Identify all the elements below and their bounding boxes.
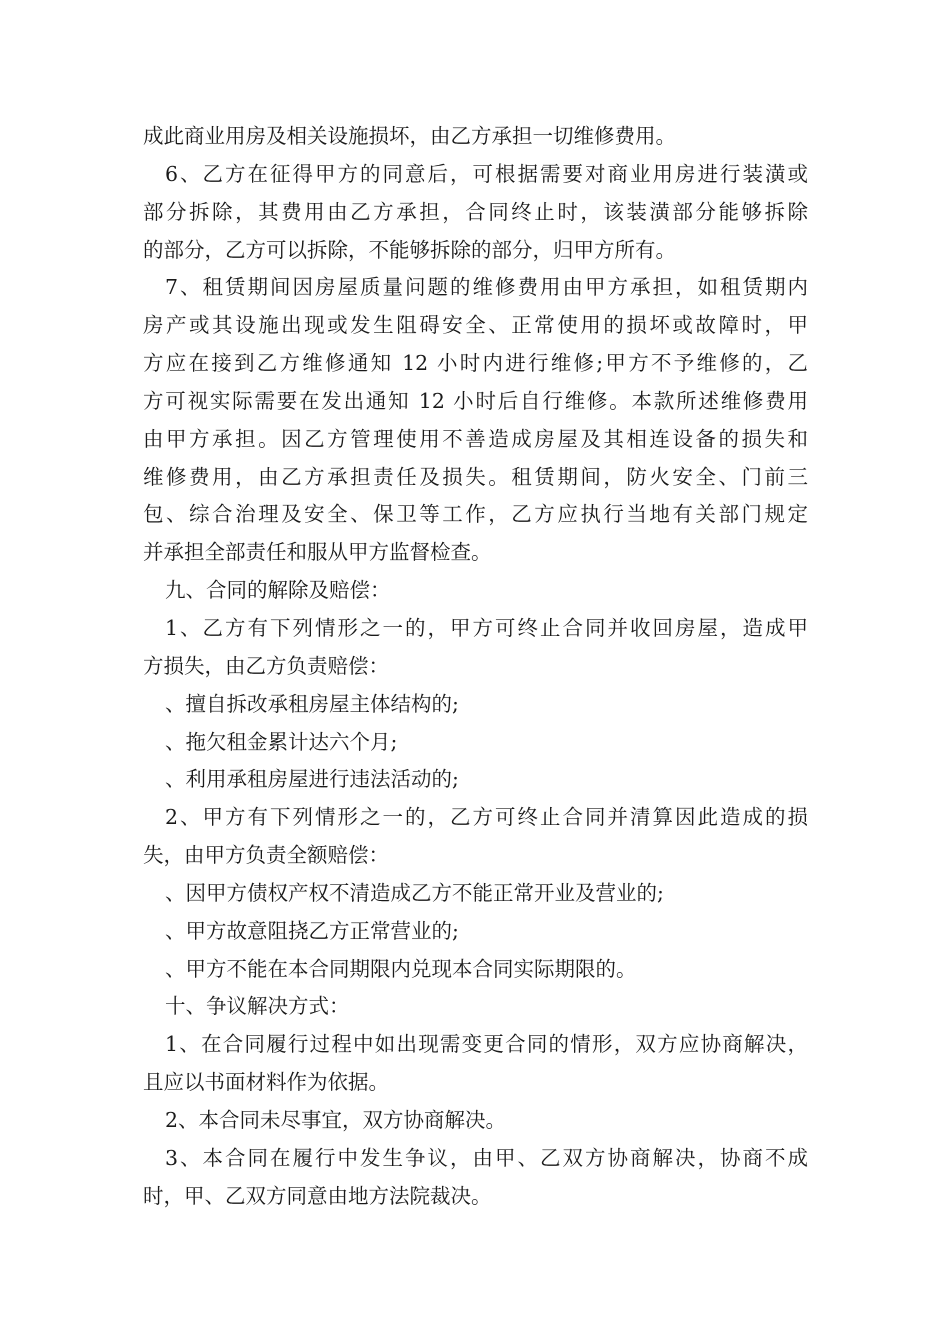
paragraph-line: 九、合同的解除及赔偿： xyxy=(165,578,391,603)
paragraph-line: 方损失，由乙方负责赔偿： xyxy=(143,653,389,678)
contract-text-body xyxy=(143,118,808,1215)
paragraph-line: 6、乙方在征得甲方的同意后，可根据需要对商业用房进行装潢或 xyxy=(165,161,808,186)
paragraph-line: 7、租赁期间因房屋质量问题的维修费用由甲方承担，如租赁期内 xyxy=(165,275,808,300)
paragraph-line: 时，甲、乙双方同意由地方法院裁决。 xyxy=(143,1183,492,1208)
paragraph-line: 方应在接到乙方维修通知 12 小时内进行维修;甲方不予维修的，乙 xyxy=(143,351,808,376)
paragraph-line: 3、本合同在履行中发生争议，由甲、乙双方协商解决，协商不成 xyxy=(165,1145,808,1170)
paragraph-line: 方可视实际需要在发出通知 12 小时后自行维修。本款所述维修费用 xyxy=(143,388,808,413)
paragraph-line: 、甲方不能在本合同期限内兑现本合同实际期限的。 xyxy=(165,956,637,981)
paragraph-line: 部分拆除，其费用由乙方承担，合同终止时，该装潢部分能够拆除 xyxy=(143,199,808,224)
paragraph-line: 且应以书面材料作为依据。 xyxy=(143,1070,389,1095)
paragraph-line: 、因甲方债权产权不清造成乙方不能正常开业及营业的; xyxy=(165,880,664,905)
paragraph-line: 2、甲方有下列情形之一的，乙方可终止合同并清算因此造成的损 xyxy=(165,805,808,830)
paragraph-line: 、甲方故意阻挠乙方正常营业的; xyxy=(165,918,459,943)
paragraph-line: 并承担全部责任和服从甲方监督检查。 xyxy=(143,540,492,565)
paragraph-line: 失，由甲方负责全额赔偿： xyxy=(143,843,389,868)
paragraph-line: 成此商业用房及相关设施损坏，由乙方承担一切维修费用。 xyxy=(143,124,676,148)
paragraph-line: 1、在合同履行过程中如出现需变更合同的情形，双方应协商解决， xyxy=(165,1032,808,1057)
paragraph-line: 1、乙方有下列情形之一的，甲方可终止合同并收回房屋，造成甲 xyxy=(165,615,808,640)
paragraph-line: 房产或其设施出现或发生阻碍安全、正常使用的损坏或故障时，甲 xyxy=(143,313,808,338)
paragraph-line: 维修费用，由乙方承担责任及损失。租赁期间，防火安全、门前三 xyxy=(143,464,808,489)
paragraph-line: 、拖欠租金累计达六个月; xyxy=(165,729,398,754)
paragraph-line: 十、争议解决方式： xyxy=(165,994,350,1019)
paragraph-line: 的部分，乙方可以拆除，不能够拆除的部分，归甲方所有。 xyxy=(143,237,676,262)
paragraph-line: 、擅自拆改承租房屋主体结构的; xyxy=(165,691,459,716)
paragraph-line: 2、本合同未尽事宜，双方协商解决。 xyxy=(165,1107,507,1132)
paragraph-line: 由甲方承担。因乙方管理使用不善造成房屋及其相连设备的损失和 xyxy=(143,426,808,451)
paragraph-line: 、利用承租房屋进行违法活动的; xyxy=(165,767,459,792)
paragraph-line: 包、综合治理及安全、保卫等工作，乙方应执行当地有关部门规定 xyxy=(143,502,808,527)
